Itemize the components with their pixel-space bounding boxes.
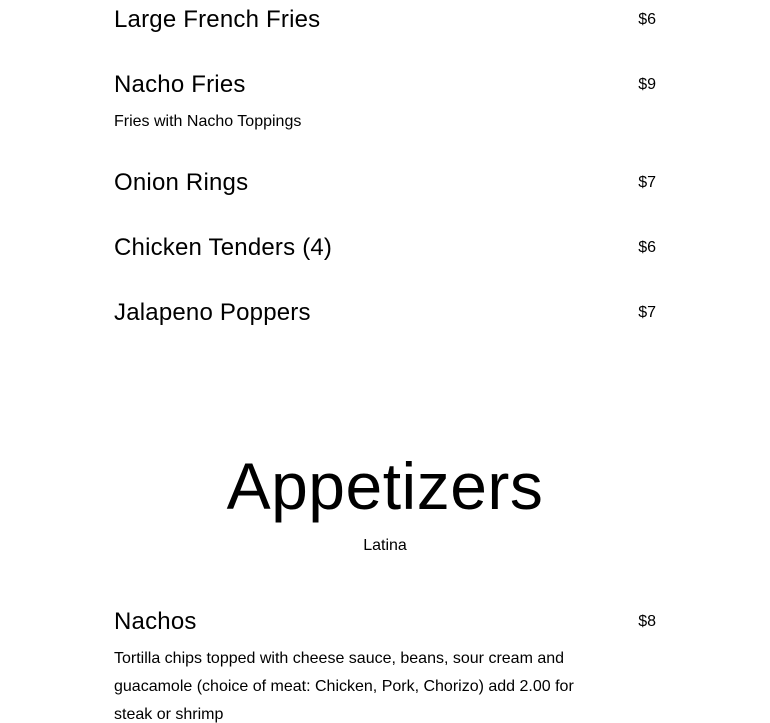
menu-item-jalapeno-poppers xyxy=(114,298,656,328)
menu-item-row xyxy=(114,70,656,100)
menu-item-name: Jalapeno Poppers xyxy=(114,299,311,326)
menu-item-name: Large French Fries xyxy=(114,6,321,33)
menu-item-row xyxy=(114,298,656,328)
menu-item-row xyxy=(114,5,656,35)
menu-item-row xyxy=(114,233,656,263)
menu-item-name: Nachos xyxy=(114,608,197,635)
menu-item-price: $7 xyxy=(638,304,656,321)
menu-item-price: $8 xyxy=(638,613,656,630)
menu-item-name: Nacho Fries xyxy=(114,71,246,98)
menu-item-nacho-fries xyxy=(114,70,656,136)
menu-item-description: Fries with Nacho Toppings xyxy=(114,113,302,130)
menu-item-large-french-fries xyxy=(114,5,656,35)
menu-item-chicken-tenders xyxy=(114,233,656,263)
section-subtitle: Latina xyxy=(363,537,407,554)
menu-item-description: Tortilla chips topped with cheese sauce, beans, sour cream and guacamole (choice of meat: Chicken, Pork, Chorizo) add 2.00 for steak or shrimp xyxy=(114,650,574,723)
menu-item-price: $6 xyxy=(638,11,656,28)
menu-item-row xyxy=(114,168,656,198)
menu-item-nachos xyxy=(114,607,656,723)
menu-item-row xyxy=(114,607,656,637)
menu-item-price: $9 xyxy=(638,76,656,93)
menu-item-onion-rings xyxy=(114,168,656,198)
section-title: Appetizers xyxy=(226,449,544,523)
menu-item-price: $7 xyxy=(638,174,656,191)
menu-item-name: Onion Rings xyxy=(114,169,249,196)
menu-item-name: Chicken Tenders (4) xyxy=(114,234,333,261)
menu-item-price: $6 xyxy=(638,239,656,256)
